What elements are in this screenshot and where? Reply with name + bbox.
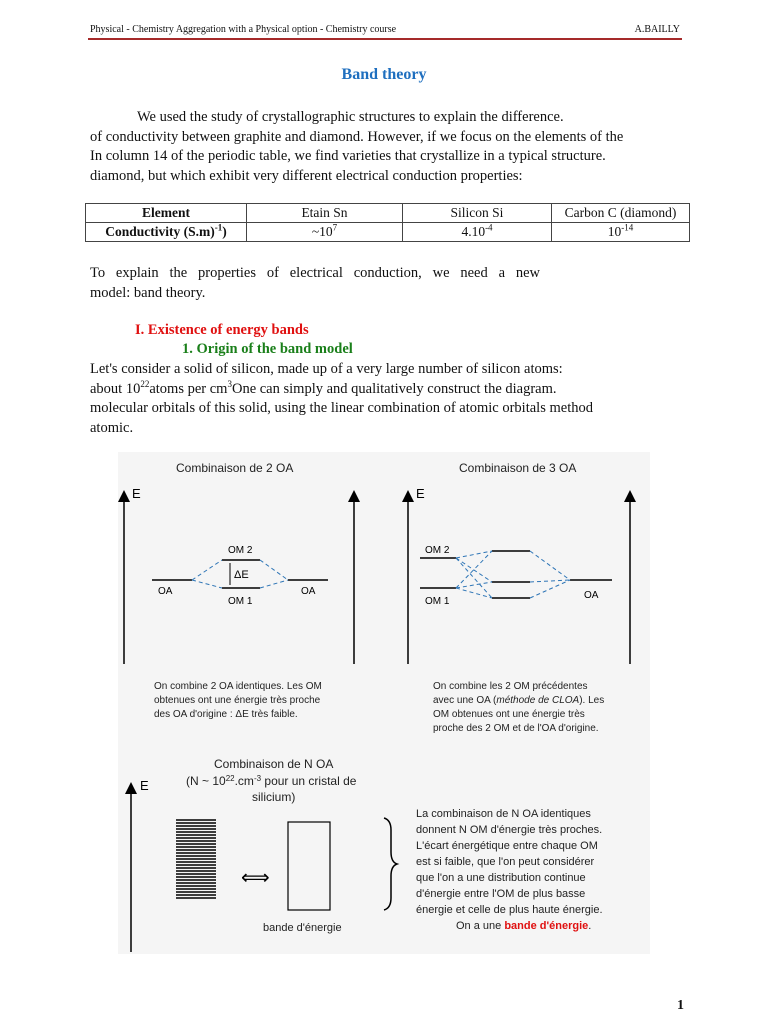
body-paragraph — [90, 360, 690, 438]
table-row — [86, 223, 690, 242]
caption-noa: La combinaison de N OA identiques donnent N OM d'énergie très proches. L'écart énergétique entre chaque OM est si faible, que l'on peut considérer que l'on a une distribution continue d'énergie entre l'OM de plus basse énergie et celle de plus haute énergie. On a une bande d'énergie. — [416, 808, 603, 932]
page-number: 1 — [677, 998, 684, 1013]
section-heading: I. Existence of energy bands — [135, 322, 309, 338]
table-cell: $\sim 10^7$ — [247, 223, 403, 242]
figure-title-noa: Combinaison de N OA — [214, 757, 334, 771]
om1-label: OM 1 — [228, 596, 253, 607]
axis-label-e: E — [140, 778, 149, 793]
header-course-title: Physical - Chemistry Aggregation with a Physical option - Chemistry course — [90, 24, 397, 35]
intro-line: We used the study of crystallographic structures to explain the difference. — [137, 109, 564, 125]
axis-label-e: E — [132, 486, 141, 501]
om2-label: OM 2 — [228, 545, 253, 556]
caption-3oa: On combine les 2 OM précédentes avec une OA (méthode de CLOA). Les OM obtenues ont une énergie très proche des 2 OM et de l'OA d'origine. — [433, 681, 605, 734]
table-cell-conductivity-header: Conductivity $(S.m)^{-1}$) — [86, 223, 247, 242]
equivalence-arrow: ⟺ — [241, 867, 270, 889]
energy-levels-stack — [176, 820, 216, 898]
table-row — [86, 204, 690, 223]
figure-subtitle-noa: (N ~ $10^{22}.cm^{-3}$ pour un cristal de — [186, 774, 357, 788]
axis-label-e: E — [416, 486, 425, 501]
body-line: atomic. — [90, 419, 134, 436]
explain-line: To explain the properties of electrical conduction, we need a new — [90, 265, 540, 281]
subsection-heading: 1. Origin of the band model — [182, 341, 353, 357]
oa-label: OA — [158, 586, 173, 597]
intro-line: of conductivity between graphite and diamond. However, if we focus on the elements of the — [90, 128, 624, 145]
intro-line: In column 14 of the periodic table, we find varieties that crystallize in a typical structure. — [90, 148, 606, 164]
caption-2oa: On combine 2 OA identiques. Les OM obtenues ont une énergie très proche des OA d'origine : ΔE très faible. — [154, 681, 322, 720]
correlation-lines — [456, 551, 570, 598]
figure-subtitle-noa: silicium) — [252, 790, 296, 804]
page-title: Band theory — [341, 66, 427, 83]
body-line: Let's consider a solid of silicon, made up of a very large number of silicon atoms: — [90, 361, 563, 377]
table-cell: Carbon C (diamond) — [552, 204, 690, 223]
table-cell: Etain Sn — [247, 204, 403, 223]
body-line: about $10^{22}atoms$ per $cm^3One$ can simply and qualitatively construct the diagram. — [90, 378, 557, 397]
table-cell-element-header: Element — [86, 204, 247, 223]
intro-line: diamond, but which exhibit very different electrical conduction properties: — [90, 167, 523, 184]
body-line: molecular orbitals of this solid, using the linear combination of atomic orbitals method — [90, 400, 593, 416]
header-rule — [88, 38, 682, 40]
energy-band-box — [288, 822, 330, 910]
band-model-figure — [118, 452, 650, 954]
band-label: bande d'énergie — [263, 922, 342, 934]
oa-label: OA — [301, 586, 316, 597]
figure-title-3oa: Combinaison de 3 OA — [459, 461, 577, 475]
om1-label: OM 1 — [425, 596, 450, 607]
brace — [384, 818, 397, 910]
figure-title-2oa: Combinaison de 2 OA — [176, 461, 294, 475]
table-cell: Silicon Si — [403, 204, 552, 223]
om2-label: OM 2 — [425, 545, 450, 556]
header-author: A.BAILLY — [634, 24, 680, 35]
table-cell: $4.10^{-4}$ — [403, 223, 552, 242]
explain-line: model: band theory. — [90, 285, 206, 301]
delta-e-label: ΔE — [234, 569, 249, 581]
oa-label: OA — [584, 590, 599, 601]
table-cell: $10^{-14}$ — [552, 223, 690, 242]
conductivity-table — [85, 203, 690, 242]
intro-paragraph — [90, 108, 690, 186]
